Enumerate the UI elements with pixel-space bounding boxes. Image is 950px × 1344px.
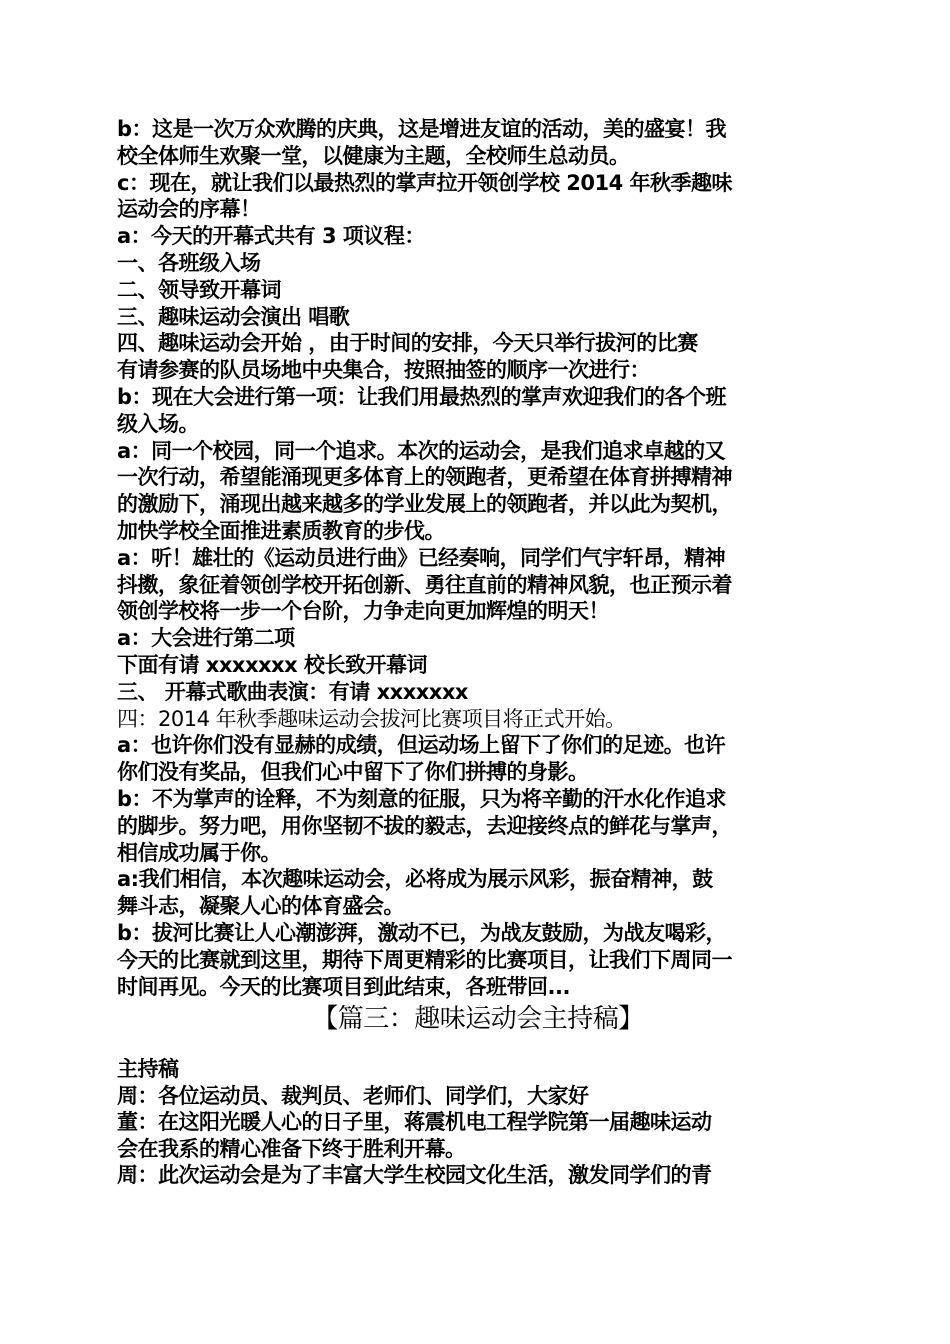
host-script-part2 <box>117 1056 839 1189</box>
text-line: 时间再见。今天的比赛项目到此结束，各班带回... <box>117 974 570 999</box>
text-line: 今天的比赛就到这里，期待下周更精彩的比赛项目，让我们下周同一 <box>117 947 732 972</box>
text-line: a：也许你们没有显赫的成绩，但运动场上留下了你们的足迹。也许 <box>117 733 726 758</box>
text-line: a：今天的开幕式共有 3 项议程： <box>117 224 425 249</box>
text-line: b：现在大会进行第一项：让我们用最热烈的掌声欢迎我们的各个班 <box>117 384 727 409</box>
section-title: 【篇三：趣味运动会主持稿】 <box>312 1004 644 1035</box>
text-line: a：同一个校园，同一个追求。本次的运动会，是我们追求卓越的又 <box>117 438 726 463</box>
text-line: b：拔河比赛让人心潮澎湃，激动不已，为战友鼓励，为战友喝彩， <box>117 920 727 945</box>
text-line: 主持稿 <box>117 1057 179 1082</box>
text-line: 三、趣味运动会演出 唱歌 <box>117 304 350 329</box>
document-page <box>117 116 839 1189</box>
host-script-part1 <box>117 116 839 1000</box>
text-line: 你们没有奖品，但我们心中留下了你们拼搏的身影。 <box>117 760 589 785</box>
text-line: 校全体师生欢聚一堂，以健康为主题，全校师生总动员。 <box>117 143 630 168</box>
text-line: 周：各位运动员、裁判员、老师们、同学们，大家好 <box>117 1083 589 1108</box>
text-line: 下面有请 xxxxxxx 校长致开幕词 <box>117 652 427 677</box>
text-line: 抖擞，象征着领创学校开拓创新、勇往直前的精神风貌，也正预示着 <box>117 572 732 597</box>
text-line: 一次行动，希望能涌现更多体育上的领跑者，更希望在体育拼搏精神 <box>117 465 732 490</box>
text-line: b：这是一次万众欢腾的庆典，这是增进友谊的活动，美的盛宴！我 <box>117 117 727 141</box>
text-line: 董：在这阳光暖人心的日子里，蒋震机电工程学院第一届趣味运动 <box>117 1110 712 1135</box>
text-line: 会在我系的精心准备下终于胜利开幕。 <box>117 1136 466 1161</box>
text-line: 的激励下，涌现出越来越多的学业发展上的领跑者，并以此为契机， <box>117 492 732 517</box>
text-line: 有请参赛的队员场地中央集合，按照抽签的顺序一次进行： <box>117 358 650 383</box>
text-line: 领创学校将一步一个台阶，力争走向更加辉煌的明天！ <box>117 599 609 624</box>
text-line: a:我们相信，本次趣味运动会，必将成为展示风彩，振奋精神，鼓 <box>117 867 713 892</box>
text-line: 一、各班级入场 <box>117 250 261 275</box>
text-line: 二、领导致开幕词 <box>117 277 281 302</box>
text-line: c：现在，就让我们以最热烈的掌声拉开领创学校 2014 年秋季趣味 <box>117 170 733 195</box>
text-line: 三、 开幕式歌曲表演：有请 xxxxxxx <box>117 679 468 704</box>
text-line: b：不为掌声的诠释，不为刻意的征服，只为将辛勤的汗水化作追求 <box>117 786 727 811</box>
text-line: 四、趣味运动会开始 ，由于时间的安排，今天只举行拔河的比赛 <box>117 331 698 356</box>
text-line: 级入场。 <box>117 411 199 436</box>
text-line: 舞斗志，凝聚人心的体育盛会。 <box>117 894 404 919</box>
text-line: a：听！雄壮的《运动员进行曲》已经奏响，同学们气宇轩昂，精神 <box>117 545 726 570</box>
text-line: 运动会的序幕！ <box>117 197 261 222</box>
text-line: 的脚步。努力吧，用你坚韧不拔的毅志，去迎接终点的鲜花与掌声， <box>117 813 732 838</box>
text-line: 加快学校全面推进素质教育的步伐。 <box>117 518 445 543</box>
text-line: a：大会进行第二项 <box>117 626 295 651</box>
text-line: 四：2014 年秋季趣味运动会拔河比赛项目将正式开始。 <box>117 706 626 731</box>
text-line: 周：此次运动会是为了丰富大学生校园文化生活，激发同学们的青 <box>117 1163 712 1188</box>
text-line: 相信成功属于你。 <box>117 840 281 865</box>
